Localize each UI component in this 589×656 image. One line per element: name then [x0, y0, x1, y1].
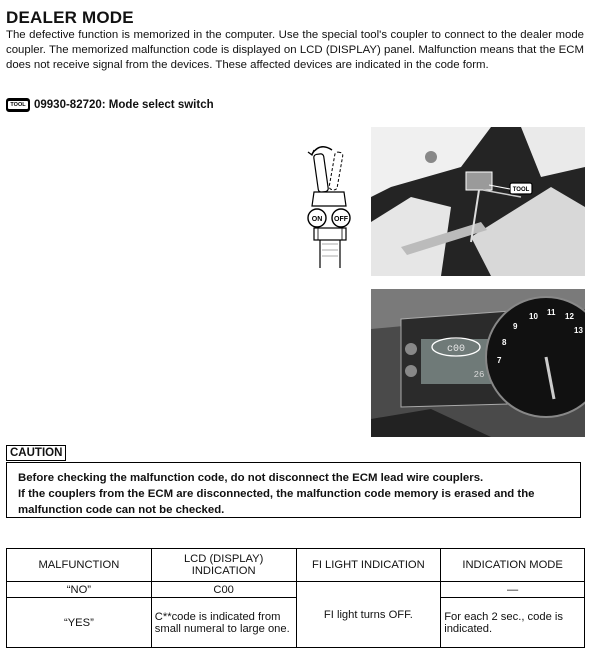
mode-select-switch-illustration	[300, 140, 362, 270]
caution-label: CAUTION	[6, 445, 66, 461]
svg-text:13: 13	[574, 326, 583, 335]
svg-text:10: 10	[529, 312, 538, 321]
row-no-malfunction: “NO”	[7, 582, 152, 598]
svg-text:9: 9	[513, 322, 518, 331]
switch-on-label: ON	[311, 216, 323, 223]
tool-text: 09930-82720: Mode select switch	[34, 99, 214, 111]
header-indication-mode: INDICATION MODE	[441, 549, 585, 582]
intro-paragraph: The defective function is memorized in the computer. Use the special tool's coupler to connect to the dealer mode coupler. The memorized malfunction code is displayed on LCD (DISPLAY) panel. Malfunction means that the ECM does not receive signal from the devices. These affected devices are indicated in the code form.	[6, 29, 584, 71]
svg-text:12: 12	[565, 312, 574, 321]
svg-text:11: 11	[547, 308, 556, 317]
svg-text:8: 8	[502, 338, 507, 347]
fi-light-cell: FI light turns OFF.	[296, 582, 441, 648]
svg-text:7: 7	[497, 356, 502, 365]
photo-tool-tag: TOOL	[512, 187, 530, 193]
table-row	[7, 598, 585, 648]
row-no-lcd: C00	[151, 582, 296, 598]
malfunction-table	[6, 548, 585, 648]
header-lcd-indication: LCD (DISPLAY) INDICATION	[151, 549, 296, 582]
caution-line-2: If the couplers from the ECM are disconnected, the malfunction code memory is erased and the malfunction code can not be checked.	[18, 488, 535, 516]
switch-off-label: OFF	[334, 216, 348, 223]
caution-line-1: Before checking the malfunction code, do not disconnect the ECM lead wire couplers.	[18, 472, 484, 484]
special-tool-line	[6, 98, 214, 112]
header-fi-light: FI LIGHT INDICATION	[296, 549, 441, 582]
table-header-row	[7, 549, 585, 582]
coupler-connection-photo	[371, 127, 585, 276]
row-yes-mode: For each 2 sec., code is indicated.	[441, 598, 585, 648]
row-no-mode: —	[441, 582, 585, 598]
row-yes-lcd: C**code is indicated from small numeral to large one.	[151, 598, 296, 648]
table-row	[7, 582, 585, 598]
lcd-value-display: 26	[473, 370, 485, 380]
row-yes-malfunction: “YES”	[7, 598, 152, 648]
instrument-cluster-photo	[371, 289, 585, 437]
lcd-code-display: c00	[446, 344, 466, 355]
tool-icon: TOOL	[6, 98, 30, 112]
header-malfunction: MALFUNCTION	[7, 549, 152, 582]
caution-box	[6, 462, 581, 518]
page-title: DEALER MODE	[6, 8, 134, 27]
